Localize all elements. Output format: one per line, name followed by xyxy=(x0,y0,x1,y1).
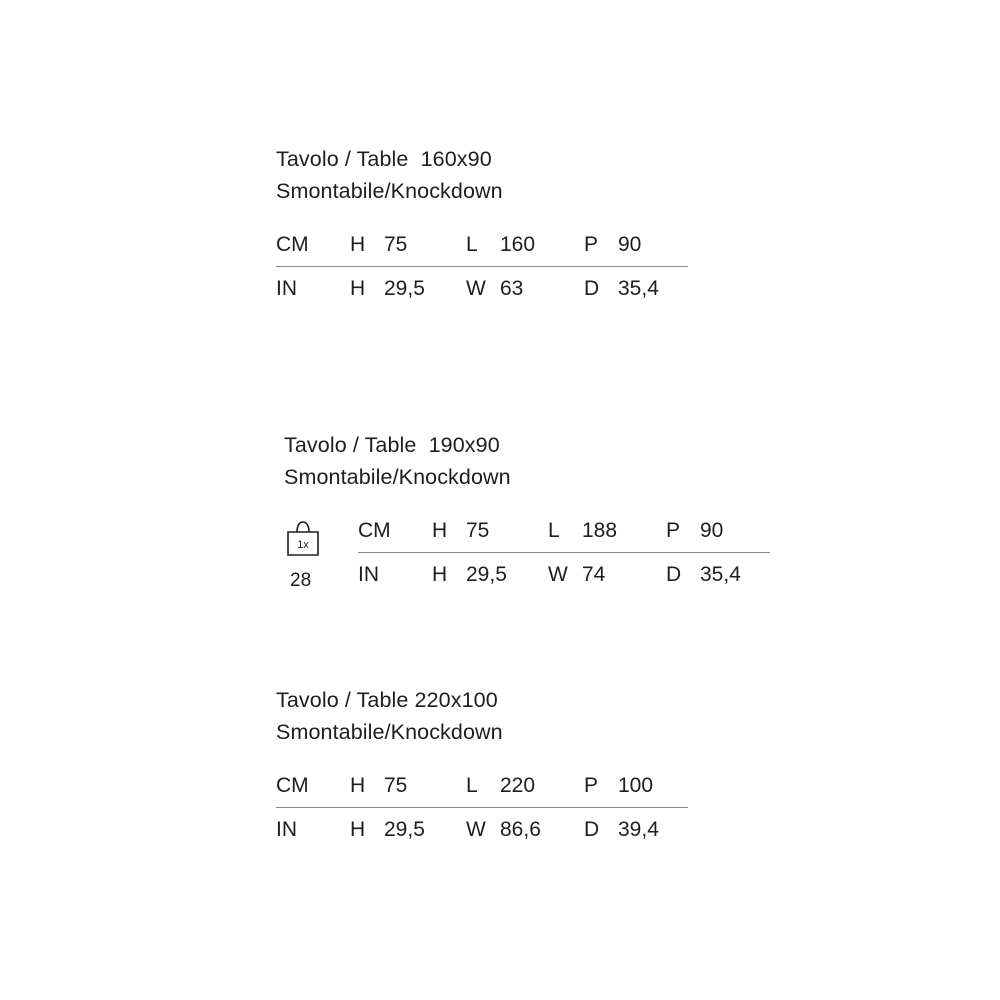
width-value: 63 xyxy=(500,277,524,300)
height-value: 29,5 xyxy=(384,818,425,841)
packaging-marker xyxy=(284,517,358,593)
depth-key: D xyxy=(666,563,682,586)
height-value: 75 xyxy=(466,519,490,542)
depth-value: 35,4 xyxy=(700,563,741,586)
spec-subtitle: Smontabile/Knockdown xyxy=(284,465,511,489)
depth-value: 90 xyxy=(618,233,642,256)
box-icon xyxy=(286,519,320,557)
table-row-cm xyxy=(358,517,770,553)
dimensions-table xyxy=(284,517,770,594)
width-value: 74 xyxy=(582,563,606,586)
height-value: 75 xyxy=(384,774,408,797)
depth-key: D xyxy=(584,277,600,300)
length-value: 220 xyxy=(500,774,536,797)
spec-block-table-190x90 xyxy=(284,429,770,594)
spec-block-table-220x100 xyxy=(276,684,688,849)
length-value: 188 xyxy=(582,519,618,542)
height-key: H xyxy=(350,277,366,300)
width-key: W xyxy=(466,818,486,841)
dimensions-rows xyxy=(358,517,770,594)
spec-title: Tavolo / Table 160x90 xyxy=(276,147,492,171)
dimensions-table xyxy=(276,772,688,849)
height-key: H xyxy=(350,233,366,256)
unit-label: IN xyxy=(358,563,379,586)
dimensions-table xyxy=(276,231,688,308)
unit-label: CM xyxy=(276,233,309,256)
table-row-in xyxy=(276,808,688,849)
unit-label: IN xyxy=(276,818,297,841)
height-key: H xyxy=(432,563,448,586)
length-value: 160 xyxy=(500,233,536,256)
spec-subtitle: Smontabile/Knockdown xyxy=(276,720,503,744)
height-key: H xyxy=(432,519,448,542)
depth-key: P xyxy=(584,233,599,256)
height-value: 29,5 xyxy=(384,277,425,300)
height-key: H xyxy=(350,774,366,797)
depth-value: 35,4 xyxy=(618,277,659,300)
spec-title: Tavolo / Table 220x100 xyxy=(276,688,498,712)
depth-value: 100 xyxy=(618,774,654,797)
unit-label: CM xyxy=(276,774,309,797)
spec-title: Tavolo / Table 190x90 xyxy=(284,433,500,457)
box-weight-label: 28 xyxy=(290,570,312,591)
length-key: L xyxy=(548,519,560,542)
depth-key: P xyxy=(584,774,599,797)
height-value: 75 xyxy=(384,233,408,256)
spec-subtitle: Smontabile/Knockdown xyxy=(276,179,503,203)
length-key: L xyxy=(466,233,478,256)
svg-text:1x: 1x xyxy=(297,539,309,551)
height-key: H xyxy=(350,818,366,841)
table-row-in xyxy=(276,267,688,308)
dimensions-rows xyxy=(276,772,688,849)
width-key: W xyxy=(548,563,568,586)
unit-label: IN xyxy=(276,277,297,300)
depth-value: 90 xyxy=(700,519,724,542)
depth-key: P xyxy=(666,519,681,542)
spec-block-table-160x90 xyxy=(276,143,688,308)
dimensions-rows xyxy=(276,231,688,308)
depth-value: 39,4 xyxy=(618,818,659,841)
height-value: 29,5 xyxy=(466,563,507,586)
depth-key: D xyxy=(584,818,600,841)
table-row-in xyxy=(358,553,770,594)
length-key: L xyxy=(466,774,478,797)
table-row-cm xyxy=(276,772,688,808)
width-value: 86,6 xyxy=(500,818,541,841)
unit-label: CM xyxy=(358,519,391,542)
table-row-cm xyxy=(276,231,688,267)
width-key: W xyxy=(466,277,486,300)
